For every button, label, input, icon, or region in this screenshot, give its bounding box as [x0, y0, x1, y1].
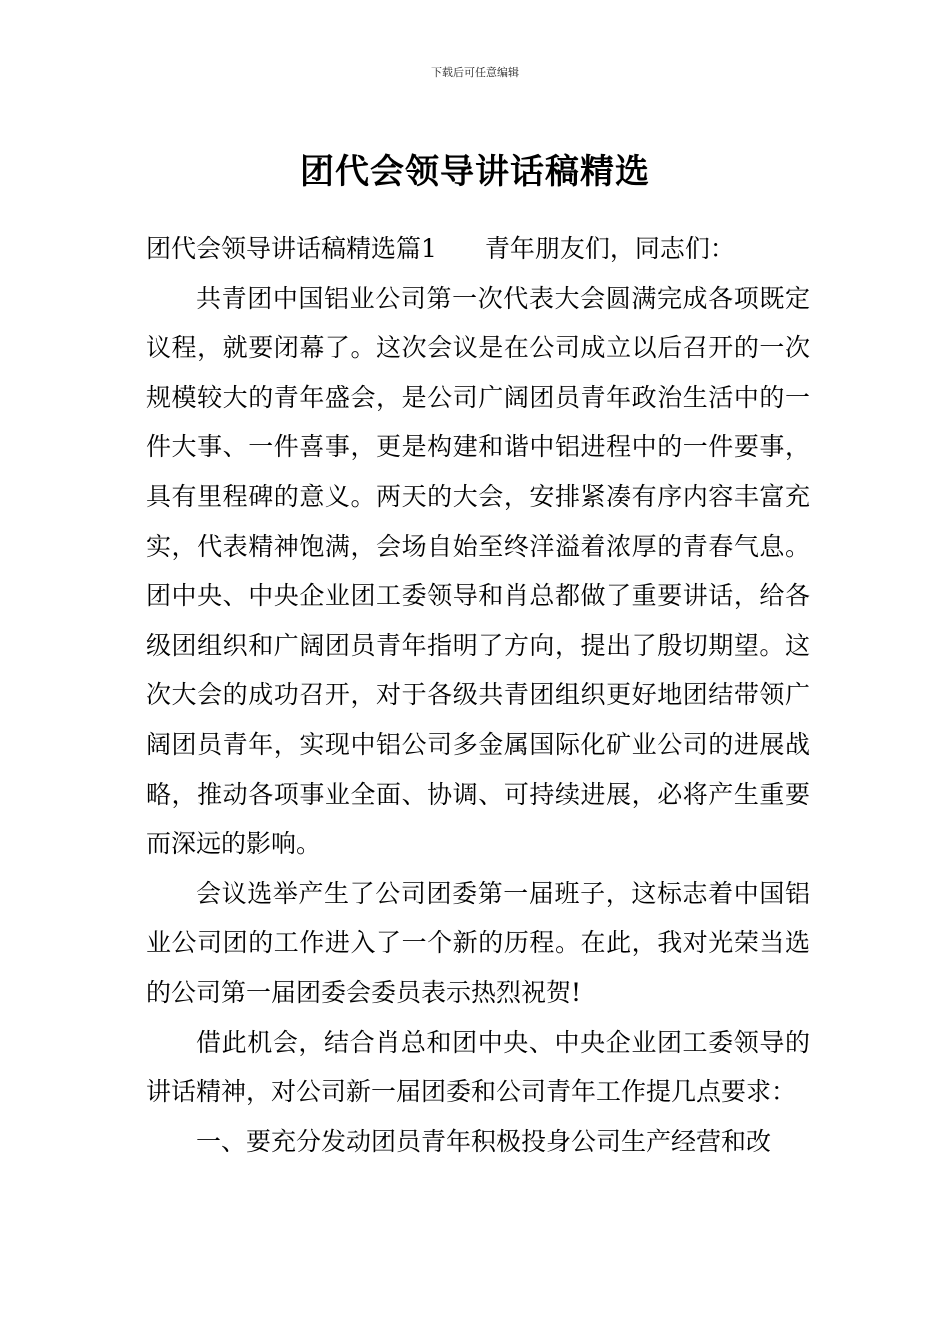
- paragraph-4: 一、要充分发动团员青年积极投身公司生产经营和改: [196, 1126, 772, 1156]
- salutation: 青年朋友们，同志们：: [484, 234, 735, 263]
- paragraph-1: 共青团中国铝业公司第一次代表大会圆满完成各项既定议程，就要闭幕了。这次会议是在公司成立以后召开的一次规模较大的青年盛会，是公司广阔团员青年政治生活中的一件大事、一件喜事，更是构建和谐中铝进程中的一件要事，具有里程碑的意义。两天的大会，安排紧凑有序内容丰富充实，代表精神饱满，会场自始至终洋溢着浓厚的青春气息。团中央、中央企业团工委领导和肖总都做了重要讲话，给各级团组织和广阔团员青年指明了方向，提出了殷切期望。这次大会的成功召开，对于各级共青团组织更好地团结带领广阔团员青年，实现中铝公司多金属国际化矿业公司的进展战略，推动各项事业全面、协调、可持续进展，必将产生重要而深远的影响。: [146, 283, 810, 859]
- document-title: 团代会领导讲话稿精选: [300, 151, 650, 192]
- document-body: [146, 224, 810, 1166]
- header-note: 下载后可任意编辑: [431, 66, 519, 79]
- intro-line: [146, 224, 810, 274]
- section-label: 团代会领导讲话稿精选篇1: [146, 234, 437, 263]
- paragraph-3: 借此机会，结合肖总和团中央、中央企业团工委领导的讲话精神，对公司新一届团委和公司青年工作提几点要求：: [146, 1027, 810, 1107]
- paragraph-2: 会议选举产生了公司团委第一届班子，这标志着中国铝业公司团的工作进入了一个新的历程。在此，我对光荣当选的公司第一届团委会委员表示热烈祝贺!: [146, 878, 810, 1007]
